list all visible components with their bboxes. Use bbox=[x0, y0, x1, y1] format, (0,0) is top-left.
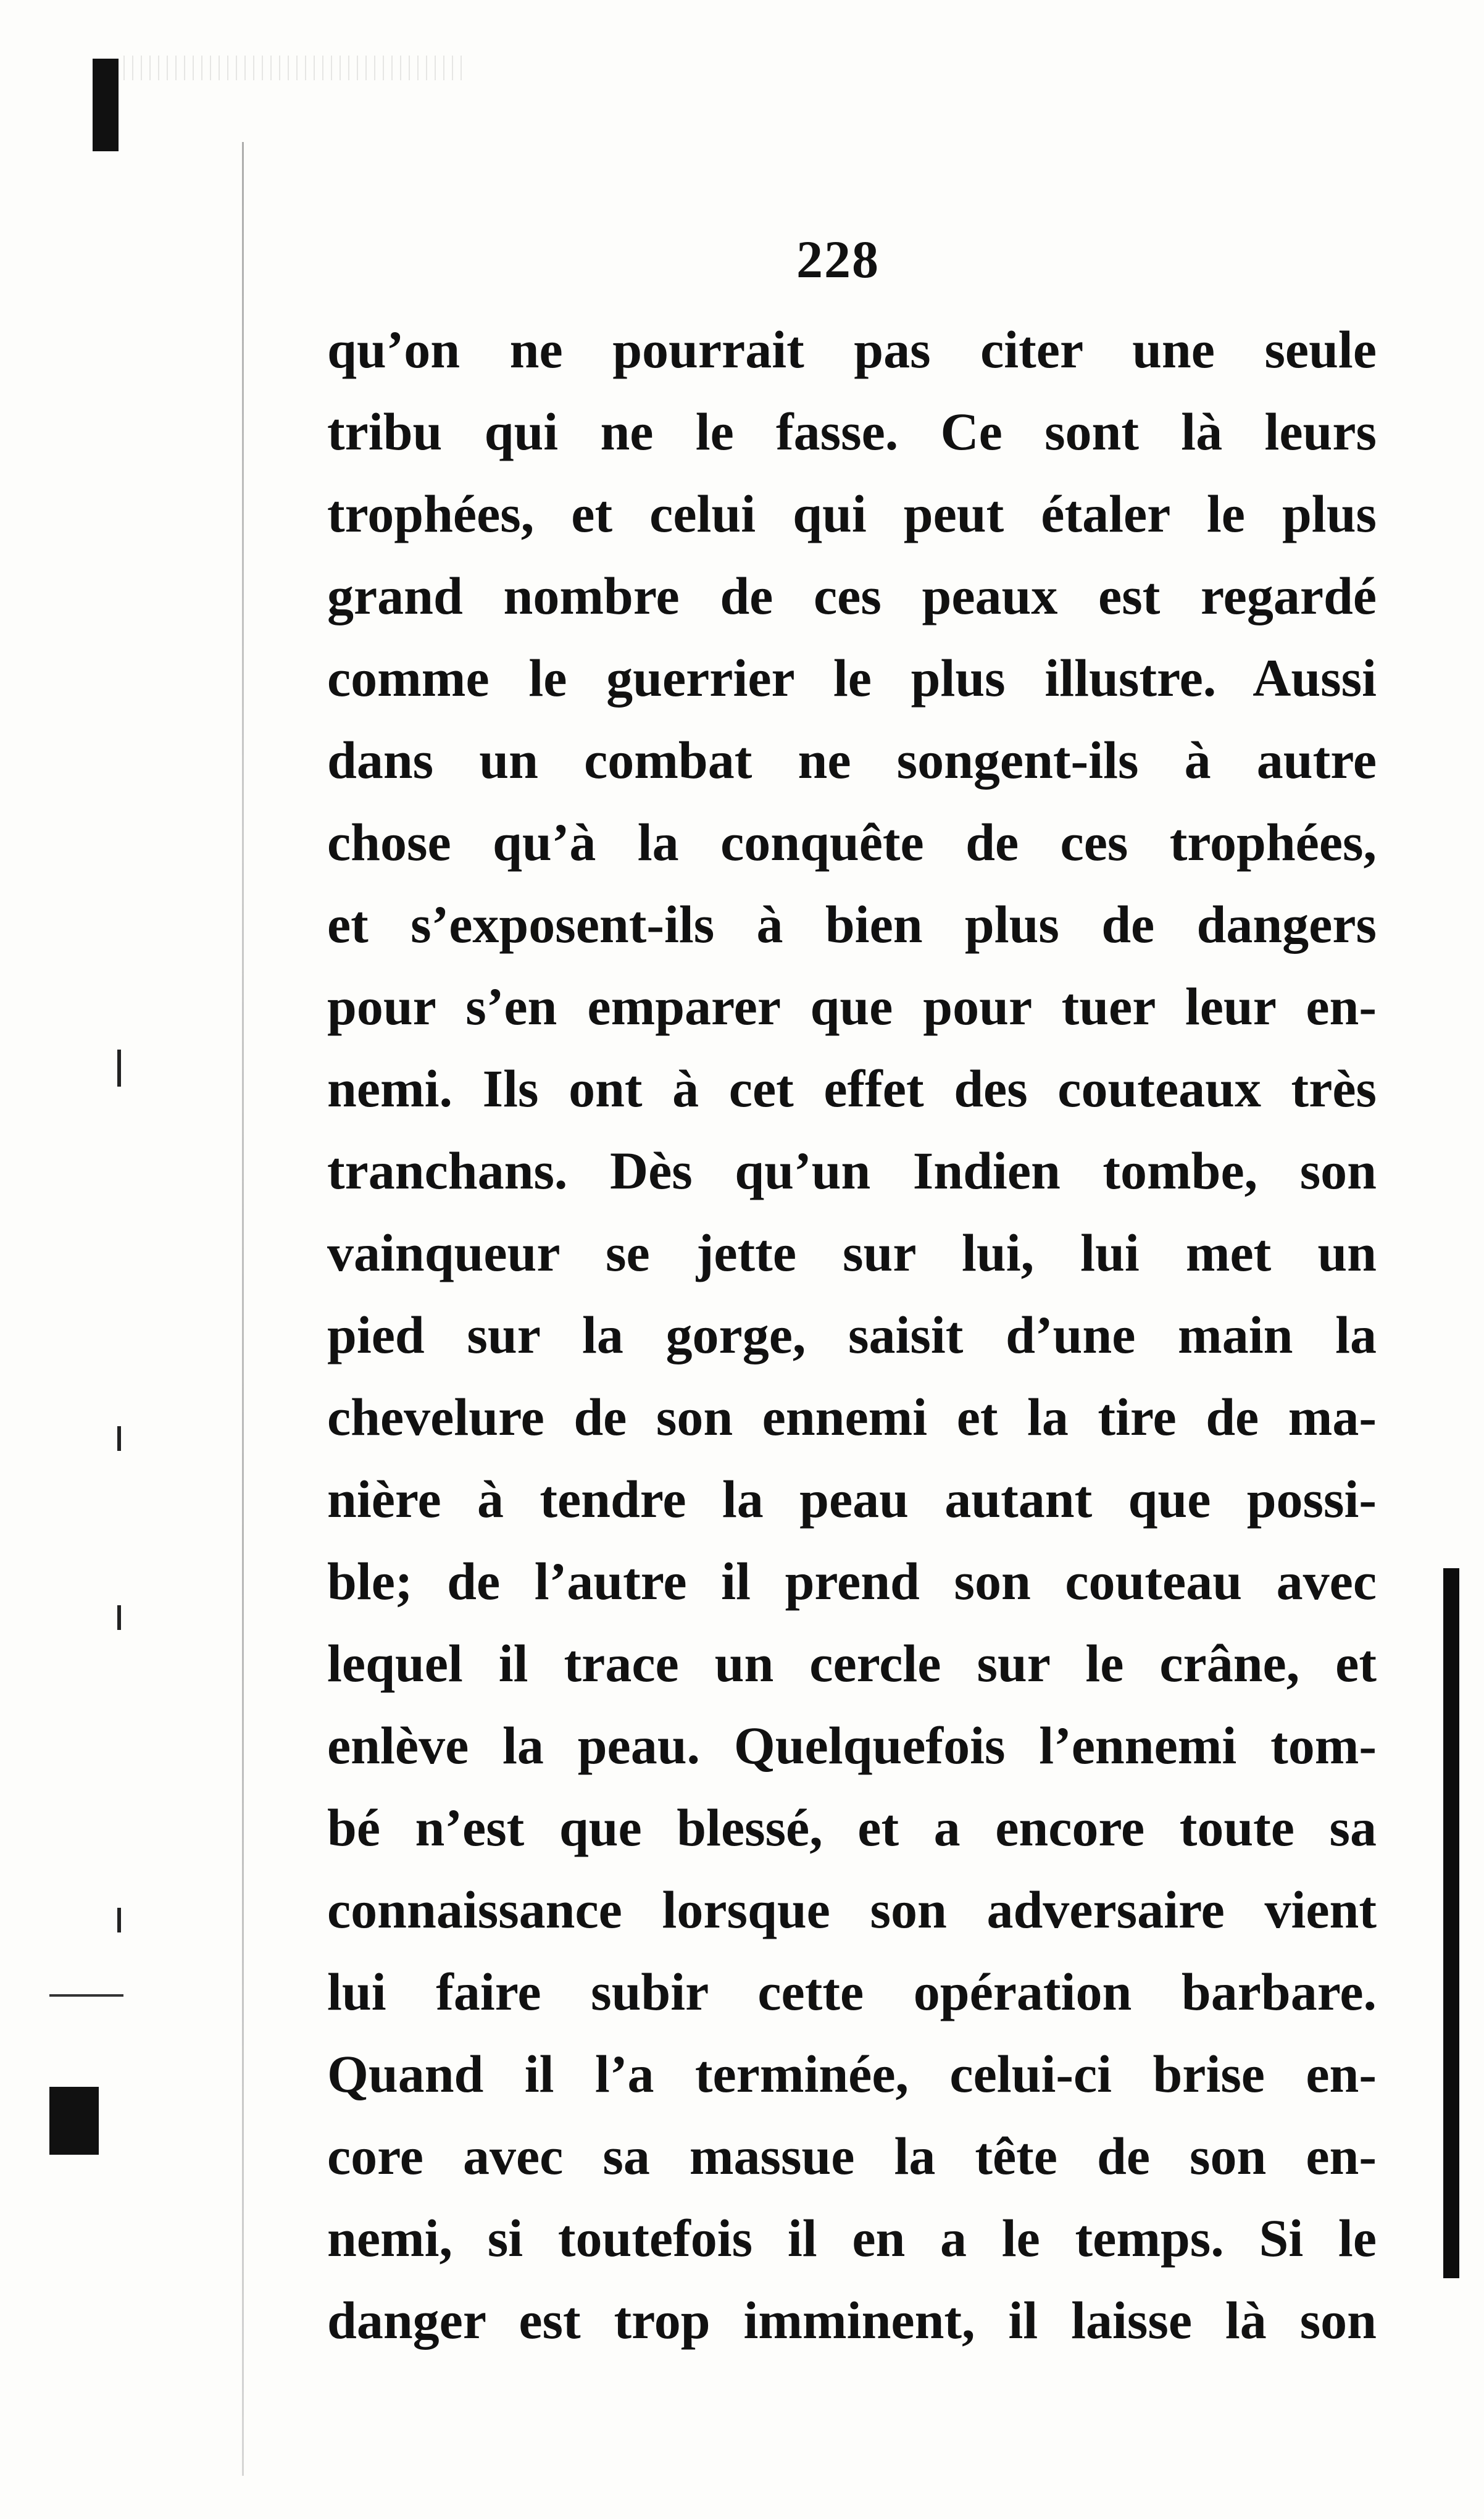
margin-tick bbox=[117, 1050, 121, 1087]
text-line: nière à tendre la peau autant que possi- bbox=[327, 1469, 1377, 1529]
scan-right-bar bbox=[1443, 1568, 1459, 2278]
margin-tick bbox=[117, 1605, 121, 1630]
scan-corner-mark bbox=[93, 59, 119, 151]
margin-rule bbox=[49, 1994, 123, 1997]
text-line: et s’exposent-ils à bien plus de dangers bbox=[327, 895, 1377, 954]
text-line: nemi, si toutefois il en a le temps. Si le bbox=[327, 2208, 1377, 2268]
body-text bbox=[327, 309, 1377, 2362]
margin-tick bbox=[117, 1426, 121, 1451]
text-line: grand nombre de ces peaux est regardé bbox=[327, 566, 1377, 625]
text-line: lequel il trace un cercle sur le crâne, et bbox=[327, 1634, 1377, 1693]
text-line: chose qu’à la conquête de ces trophées, bbox=[327, 813, 1377, 872]
text-line: dans un combat ne songent-ils à autre bbox=[327, 730, 1377, 790]
text-line: chevelure de son ennemi et la tire de ma- bbox=[327, 1387, 1377, 1447]
page-edge-line bbox=[242, 142, 244, 2476]
page-number: 228 bbox=[796, 230, 880, 289]
scan-bottom-block bbox=[49, 2087, 99, 2155]
text-line: danger est trop imminent, il laisse là son bbox=[327, 2291, 1377, 2350]
margin-tick bbox=[117, 1908, 121, 1932]
text-line: enlève la peau. Quelquefois l’ennemi tom- bbox=[327, 1716, 1377, 1775]
text-line: pour s’en emparer que pour tuer leur en- bbox=[327, 977, 1377, 1036]
text-line: pied sur la gorge, saisit d’une main la bbox=[327, 1305, 1377, 1364]
text-line: ble; de l’autre il prend son couteau avec bbox=[327, 1552, 1377, 1611]
text-line: bé n’est que blessé, et a encore toute sa bbox=[327, 1798, 1377, 1857]
text-line: tranchans. Dès qu’un Indien tombe, son bbox=[327, 1141, 1377, 1200]
text-line: lui faire subir cette opération barbare. bbox=[327, 1962, 1377, 2021]
scan-speckle bbox=[123, 56, 469, 80]
text-line: Quand il l’a terminée, celui-ci brise en- bbox=[327, 2044, 1377, 2103]
text-line: comme le guerrier le plus illustre. Aussi bbox=[327, 648, 1377, 708]
text-line: connaissance lorsque son adversaire vient bbox=[327, 1880, 1377, 1939]
text-line: core avec sa massue la tête de son en- bbox=[327, 2126, 1377, 2186]
text-line: nemi. Ils ont à cet effet des couteaux très bbox=[327, 1059, 1377, 1118]
text-line: vainqueur se jette sur lui, lui met un bbox=[327, 1223, 1377, 1282]
text-line: qu’on ne pourrait pas citer une seule bbox=[327, 320, 1377, 379]
text-line: trophées, et celui qui peut étaler le plus bbox=[327, 484, 1377, 543]
text-line: tribu qui ne le fasse. Ce sont là leurs bbox=[327, 402, 1377, 461]
